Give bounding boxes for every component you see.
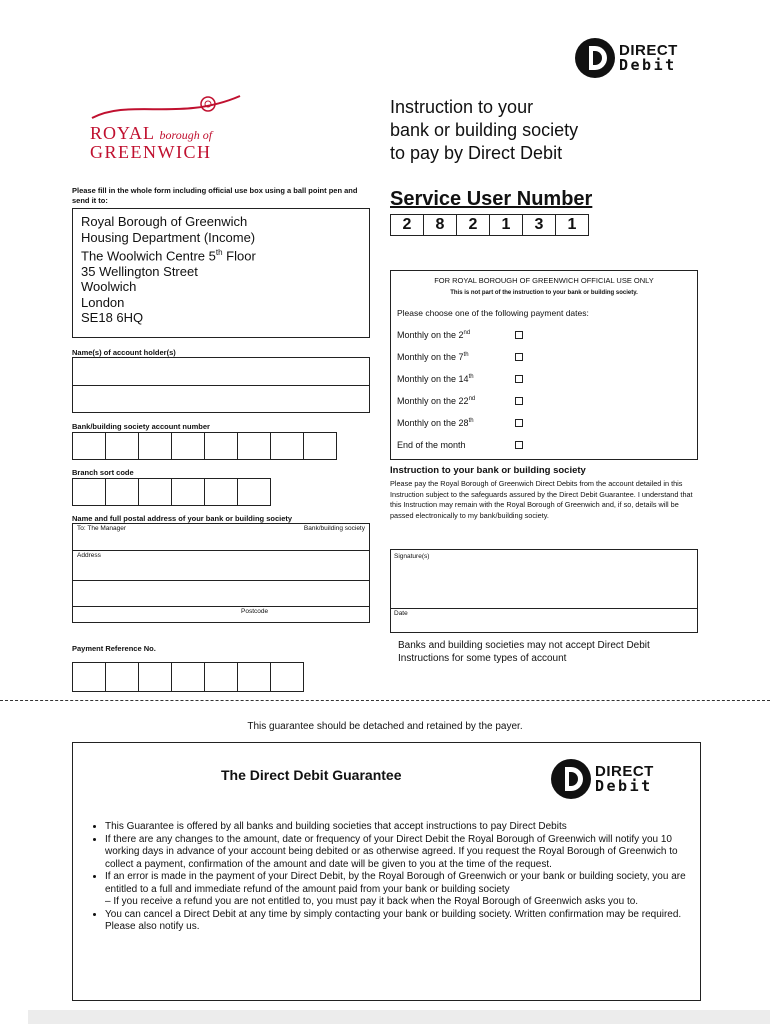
logo-royal: ROYAL <box>90 123 156 143</box>
guarantee-list <box>87 821 687 934</box>
service-user-number <box>390 214 589 236</box>
logo-borough: borough of <box>159 128 213 142</box>
date-field: Date <box>394 610 408 617</box>
payment-date-checkbox[interactable] <box>515 441 523 449</box>
guarantee-box <box>72 742 701 1001</box>
sun-digit: 1 <box>489 214 523 236</box>
logo-greenwich: GREENWICH <box>90 142 212 162</box>
sun-digit: 1 <box>555 214 589 236</box>
instruction-body: Please pay the Royal Borough of Greenwich Direct Debits from the account detailed in this Instruction subject to the safeguards assured by the Direct Debit Guarantee. I understand that this Instruction may remain with the Royal Borough of Greenwich and, if so, details will be passed electronically to my bank/building society. <box>390 479 693 520</box>
sun-digit: 2 <box>456 214 490 236</box>
list-item: • You can cancel a Direct Debit at any time by simply contacting your bank or building society. Written confirmation may be required. Please also notify us. <box>105 909 687 934</box>
page-title: Instruction to your bank or building society to pay by Direct Debit <box>390 97 579 163</box>
payment-date-checkbox[interactable] <box>515 353 523 361</box>
account-number-field[interactable] <box>72 432 337 460</box>
banks-note: Banks and building societies may not accept Direct Debit Instructions for some types of account <box>398 640 650 664</box>
direct-debit-logo <box>575 38 678 78</box>
guarantee-title: The Direct Debit Guarantee <box>221 767 402 783</box>
service-user-label: Service User Number <box>390 188 593 210</box>
return-address: Royal Borough of Greenwich Housing Department (Income) The Woolwich Centre 5th Floor 35 Wellington Street Woolwich London SE18 6HQ <box>72 208 370 338</box>
payment-date-option[interactable]: Monthly on the 2nd <box>391 324 697 346</box>
holders-field[interactable] <box>72 357 370 413</box>
payment-date-option[interactable]: End of the month <box>391 434 697 456</box>
logo-debit-text: Debit <box>595 777 653 795</box>
list-item: • If an error is made in the payment of your Direct Debit, by the Royal Borough of Greenwich or your bank or building society, you are entitled to a full and immediate refund of the amount paid from your bank or building society – If you receive a refund you are not entitled to, you must pay it back when the Royal Borough of Greenwich asks you to. <box>105 871 687 909</box>
direct-debit-mark-icon <box>551 759 591 799</box>
sun-digit: 3 <box>522 214 556 236</box>
official-title: FOR ROYAL BOROUGH OF GREENWICH OFFICIAL USE ONLY <box>434 276 654 285</box>
signature-field[interactable]: Signature(s) Date <box>390 549 698 633</box>
sort-code-label: Branch sort code <box>72 468 134 477</box>
logo-direct-text: DIRECT <box>619 42 678 59</box>
payment-ref-label: Payment Reference No. <box>72 644 156 653</box>
choose-dates: Please choose one of the following payment dates: <box>397 308 589 318</box>
logo-direct-text: DIRECT <box>595 763 654 780</box>
list-item: • This Guarantee is offered by all banks and building societies that accept instructions to pay Direct Debits <box>105 821 687 834</box>
bank-address-field[interactable]: To: The Manager Bank/building society Address Postcode <box>72 523 370 623</box>
payment-date-option[interactable]: Monthly on the 14th <box>391 368 697 390</box>
bank-address-label: Name and full postal address of your bank or building society <box>72 514 293 523</box>
payment-date-checkbox[interactable] <box>515 419 523 427</box>
payment-date-option[interactable]: Monthly on the 22nd <box>391 390 697 412</box>
instruction-heading: Instruction to your bank or building society <box>390 465 586 476</box>
official-note: This is not part of the instruction to your bank or building society. <box>450 290 638 296</box>
list-item: • If there are any changes to the amount, date or frequency of your Direct Debit the Royal Borough of Greenwich will notify you 10 working days in advance of your account being debited or as otherwise agreed. If you request the Royal Borough of Greenwich to collect a payment, confirmation of the amount and date will be given to you at the time of the request. <box>105 834 687 872</box>
fill-instructions: Please fill in the whole form including official use box using a ball point pen and send it to: <box>72 186 358 205</box>
detach-note: This guarantee should be detached and retained by the payer. <box>247 721 523 732</box>
holders-label: Name(s) of account holder(s) <box>72 348 176 357</box>
official-use-box <box>390 270 698 460</box>
sun-digit: 2 <box>390 214 424 236</box>
sort-code-field[interactable] <box>72 478 271 506</box>
account-number-label: Bank/building society account number <box>72 422 210 431</box>
payment-date-checkbox[interactable] <box>515 331 523 339</box>
detach-line <box>0 700 770 701</box>
crown-swoosh-icon <box>90 92 250 124</box>
council-logo <box>90 92 250 163</box>
payment-date-checkbox[interactable] <box>515 375 523 383</box>
payment-date-option[interactable]: Monthly on the 7th <box>391 346 697 368</box>
page-footer-strip <box>28 1010 770 1024</box>
payment-date-checkbox[interactable] <box>515 397 523 405</box>
payment-ref-field[interactable] <box>72 662 304 692</box>
logo-debit-text: Debit <box>619 56 677 74</box>
direct-debit-logo <box>551 759 654 799</box>
sun-digit: 8 <box>423 214 457 236</box>
payment-date-option[interactable]: Monthly on the 28th <box>391 412 697 434</box>
direct-debit-mark-icon <box>575 38 615 78</box>
